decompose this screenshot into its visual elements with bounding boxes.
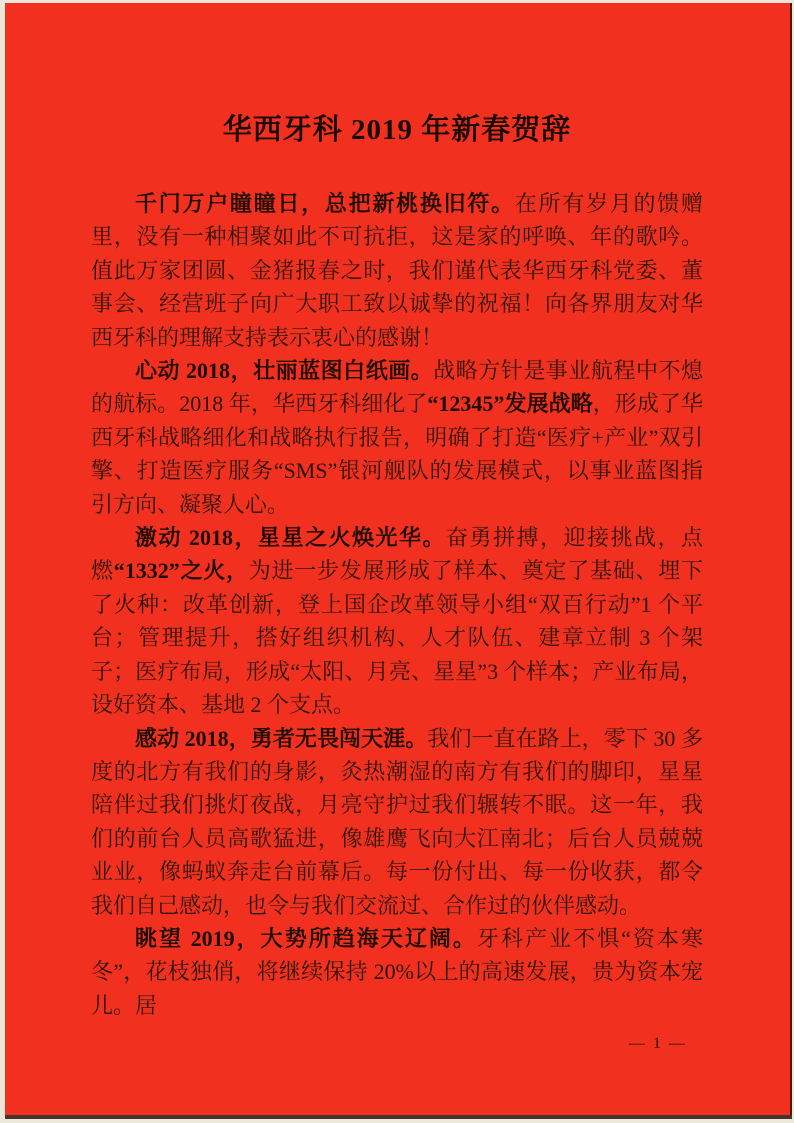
- paragraph-xindong-text-2: ，形成了华西牙科战略细化和战略执行报告，明确了打造“医疗+产业”双引擎、打造医疗服务“SMS”银河舰队的发展模式，以事业蓝图指引方向、凝聚人心。: [91, 391, 703, 517]
- paragraph-gandong-2018: [91, 722, 703, 922]
- page-title: 华西牙科 2019 年新春贺辞: [222, 114, 572, 146]
- paragraph-xindong-strategy-12345: “12345”发展战略: [427, 391, 593, 417]
- red-paper-page: [5, 3, 792, 1115]
- paragraph-tiaowang-text: 牙科产业不惧“资本寒冬”，花枝独俏，将继续保持 20%以上的高速发展，贵为资本宠儿。居: [91, 925, 703, 1018]
- paragraph-gandong-text: 我们一直在路上，零下 30 多度的北方有我们的身影，灸热潮湿的南方有我们的脚印，星星陪伴过我们挑灯夜战，月亮守护过我们辗转不眠。这一年，我们的前台人员高歌猛进，像雄鹰飞向大江南北；后台人员兢兢业业，像蚂蚁奔走台前幕后。每一份付出、每一份收获，都令我们自己感动，也令与我们交流过、合作过的伙伴感动。: [91, 725, 703, 918]
- paragraph-opening: [91, 187, 703, 354]
- paragraph-jidong-lead: 激动 2018，星星之火焕光华。: [135, 525, 446, 551]
- paragraph-opening-lead: 千门万户瞳瞳日，总把新桃换旧符。: [135, 191, 515, 216]
- letter-content: [91, 3, 703, 1022]
- letter-body: [91, 187, 703, 1022]
- scan-bottom-shadow: [5, 1115, 792, 1119]
- paragraph-jidong-text-1: 奋勇拼搏，迎接挑战，点燃: [91, 525, 703, 584]
- paragraph-xindong-text-1: 战略方针是事业航程中不熄的航标。2018 年，华西牙科细化了: [91, 358, 703, 417]
- page-number: — 1 —: [629, 1035, 687, 1052]
- paragraph-tiaowang-2019: [91, 922, 703, 1022]
- paragraph-jidong-text-2: 为进一步发展形成了样本、奠定了基础、埋下了火种：改革创新，登上国企改革领导小组“双百行动”1 个平台；管理提升，搭好组织机构、人才队伍、建章立制 3 个架子；医疗布局，形成“太阳、月亮、星星”3 个样本；产业布局，设好资本、基地 2 个支点。: [91, 558, 703, 718]
- paragraph-xindong-lead: 心动 2018，壮丽蓝图白纸画。: [135, 358, 434, 384]
- paragraph-opening-text: 在所有岁月的馈赠里，没有一种相聚如此不可抗拒，这是家的呼唤、年的歌吟。值此万家团圆、金猪报春之时，我们谨代表华西牙科党委、董事会、经营班子向广大职工致以诚挚的祝福！向各界朋友对华西牙科的理解支持表示衷心的感谢！: [91, 191, 703, 350]
- paragraph-jidong-2018: [91, 521, 703, 721]
- paragraph-jidong-fire-1332: “1332”之火，: [113, 558, 249, 584]
- paragraph-tiaowang-lead: 眺望 2019，大势所趋海天辽阔。: [135, 925, 477, 951]
- paragraph-xindong-2018: [91, 354, 703, 521]
- paragraph-gandong-lead: 感动 2018，勇者无畏闯天涯。: [135, 725, 428, 751]
